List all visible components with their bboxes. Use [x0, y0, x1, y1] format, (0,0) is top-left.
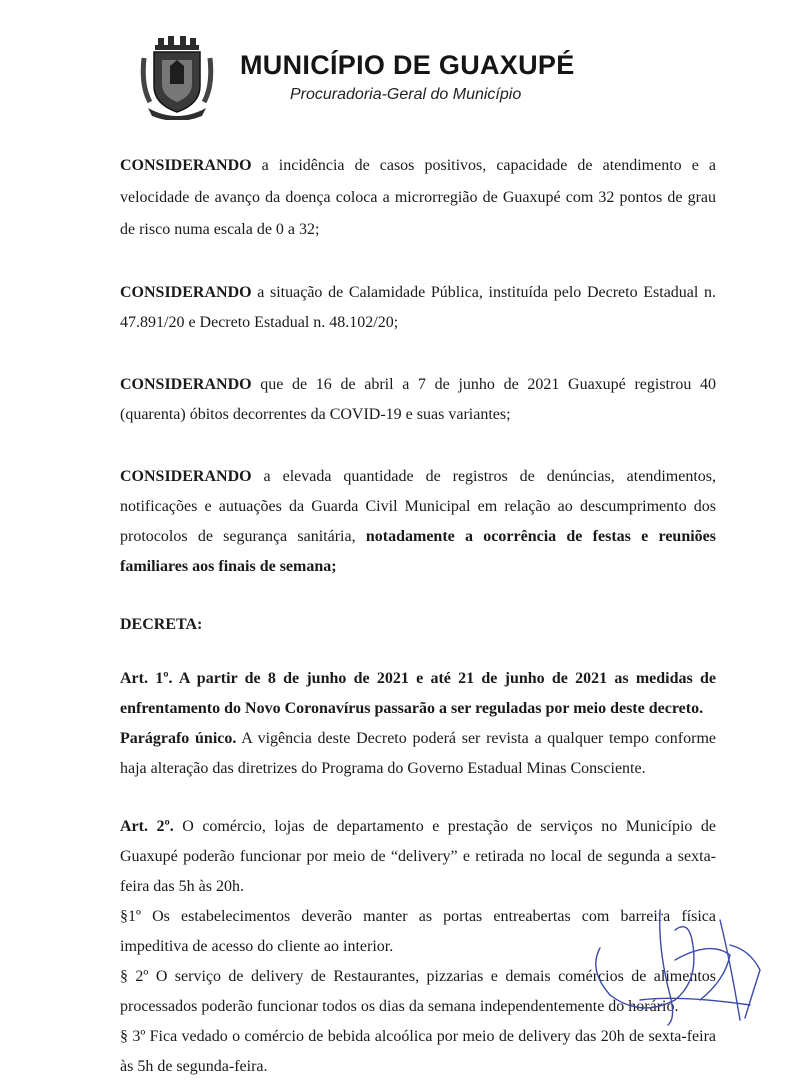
- considerando-lead: CONSIDERANDO: [120, 376, 252, 393]
- article-2-paragraph-2: § 2º O serviço de delivery de Restaurantes, pizzarias e demais comércios de alimentos processados poderão funcionar todos os dias da semana independentemente do horário.: [120, 968, 716, 1015]
- considerando-text: a incidência de casos positivos, capacidade de atendimento e a velocidade de avanço da doença coloca a microrregião de Guaxupé com 32 pontos de grau de risco numa escala de 0 a 32;: [120, 157, 716, 238]
- article-1: [120, 664, 716, 724]
- considerando-text: que de 16 de abril a 7 de junho de 2021 Guaxupé registrou 40 (quarenta) óbitos decorrentes da COVID-19 e suas variantes;: [120, 376, 716, 423]
- considerando-lead: CONSIDERANDO: [120, 468, 252, 485]
- considerando-emphasis: notadamente a ocorrência de festas e reuniões familiares aos finais de semana;: [120, 528, 716, 575]
- decreta-heading: [120, 610, 716, 640]
- considerando-paragraph: [120, 150, 716, 246]
- department-subtitle: Procuradoria-Geral do Município: [290, 86, 522, 103]
- article-2-lead: Art. 2º.: [120, 818, 174, 835]
- municipality-title: MUNICÍPIO DE GUAXUPÉ: [240, 50, 575, 80]
- considerando-text: a elevada quantidade de registros de denúncias, atendimentos, notificações e autuações da Guarda Civil Municipal em relação ao descumprimento dos protocolos de segurança sanitária,: [120, 468, 716, 545]
- sole-paragraph-lead: Parágrafo único.: [120, 730, 237, 747]
- considerando-lead: CONSIDERANDO: [120, 284, 252, 301]
- decreta-label: DECRETA:: [120, 616, 203, 633]
- article-2-paragraph-1: §1º Os estabelecimentos deverão manter as portas entreabertas com barreira física impeditiva de acesso do cliente ao interior.: [120, 908, 716, 955]
- handwritten-signature: [580, 900, 800, 1030]
- sole-paragraph-text: A vigência deste Decreto poderá ser revista a qualquer tempo conforme haja alteração das diretrizes do Programa do Governo Estadual Minas Consciente.: [120, 730, 716, 777]
- considerando-paragraph: [120, 462, 716, 582]
- article-2-text: O comércio, lojas de departamento e prestação de serviços no Município de Guaxupé poderão funcionar por meio de “delivery” e retirada no local de segunda a sexta-feira das 5h às 20h.: [120, 818, 716, 895]
- letterhead: [0, 0, 800, 130]
- article-1-sole-paragraph: [120, 724, 716, 784]
- municipal-coat-of-arms: [140, 36, 214, 120]
- article-1-text: Art. 1º. A partir de 8 de junho de 2021 e até 21 de junho de 2021 as medidas de enfrentamento do Novo Coronavírus passarão a ser reguladas por meio deste decreto.: [120, 670, 716, 717]
- considerando-text: a situação de Calamidade Pública, instituída pelo Decreto Estadual n. 47.891/20 e Decreto Estadual n. 48.102/20;: [120, 284, 716, 331]
- article-2: [120, 812, 716, 902]
- considerando-lead: CONSIDERANDO: [120, 157, 252, 174]
- considerando-paragraph: [120, 278, 716, 338]
- considerando-paragraph: [120, 370, 716, 430]
- article-2-paragraph-3: § 3º Fica vedado o comércio de bebida alcoólica por meio de delivery das 20h de sexta-feira às 5h de segunda-feira.: [120, 1028, 716, 1075]
